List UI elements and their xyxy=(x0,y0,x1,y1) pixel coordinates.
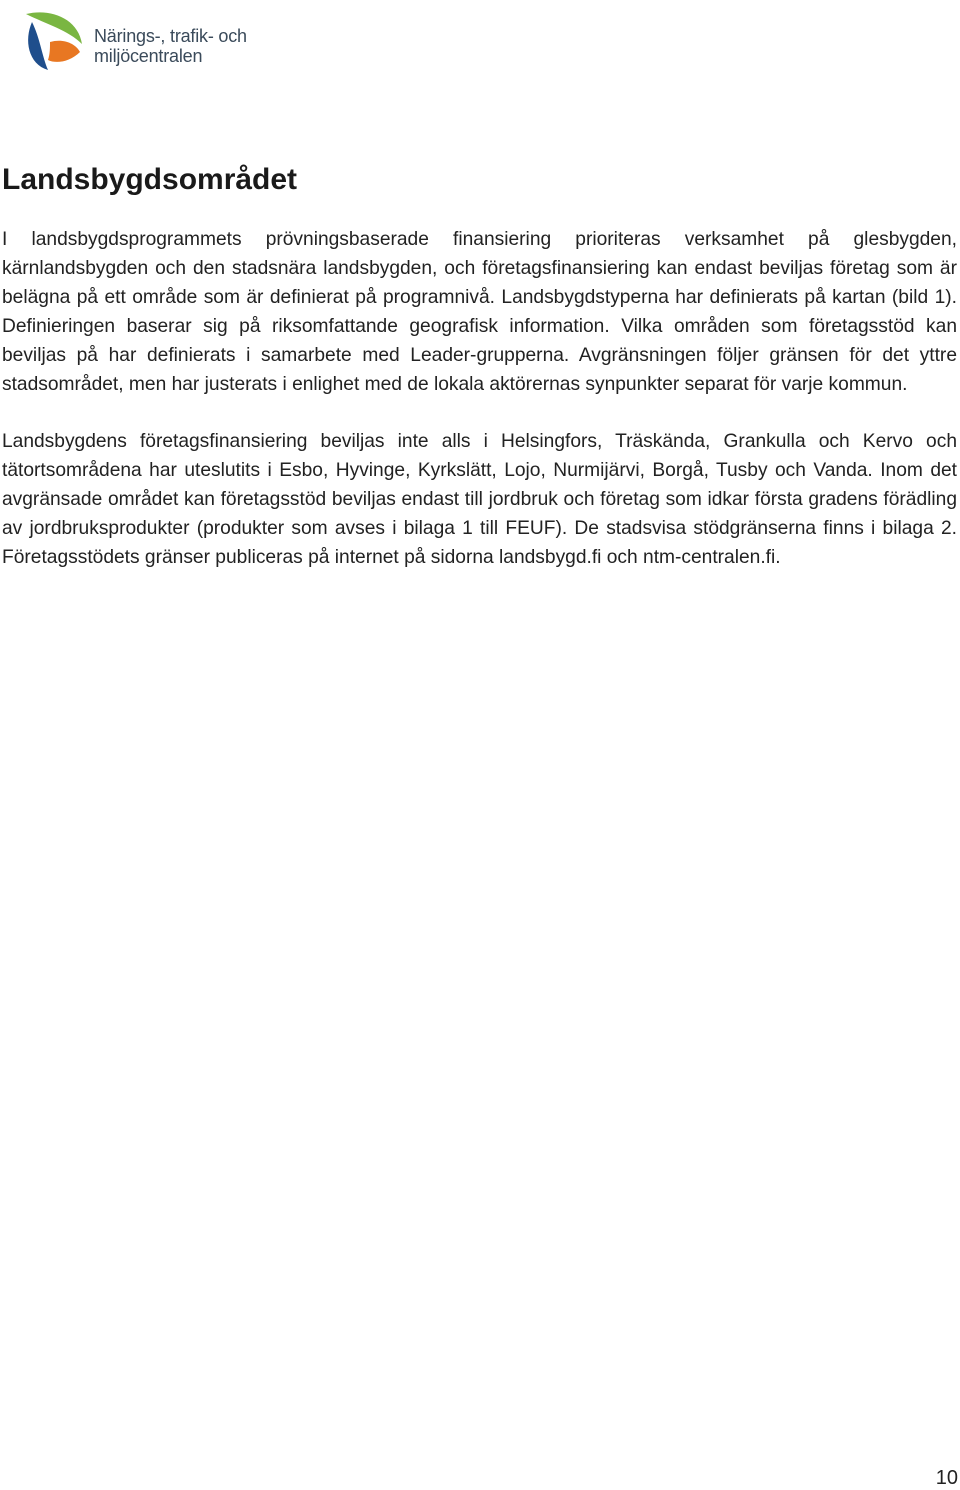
logo-line-1: Närings-, trafik- och xyxy=(94,26,247,46)
paragraph: Landsbygdens företagsfinansiering beviljas inte alls i Helsingfors, Träskända, Grankulla och Kervo och tätortsområdena har uteslutits i Esbo, Hyvinge, Kyrkslätt, Lojo, Nurmijärvi, Borgå, Tusby och Vanda. Inom det avgränsade området kan företagsstöd beviljas endast till jordbruk och företag som idkar första gradens förädling av jordbruksprodukter (produkter som avses i bilaga 1 till FEUF). De stadsvisa stödgränserna finns i bilaga 2. Företagsstödets gränser publiceras på internet på sidorna landsbygd.fi och ntm-centralen.fi. xyxy=(2,431,957,569)
paragraph: I landsbygdsprogrammets prövningsbaserade finansiering prioriteras verksamhet på glesbygden, kärnlandsbygden och den stadsnära landsbygden, och företagsfinansiering kan endast beviljas företag som är belägna på ett område som är definierat på programnivå. Landsbygdstyperna har definierats på kartan (bild 1). Definieringen baserar sig på riksomfattande geografisk information. Vilka områden som företagsstöd kan beviljas på har definierats i samarbete med Leader-grupperna. Avgränsningen följer gränsen för det yttre stadsområdet, men har justerats i enlighet med de lokala aktörernas synpunkter separat för varje kommun. xyxy=(2,229,957,395)
logo-wordmark xyxy=(94,26,247,66)
ntm-centre-logo xyxy=(20,6,270,72)
page-title: Landsbygdsområdet xyxy=(2,163,298,196)
document-body xyxy=(2,226,957,602)
page-number: 10 xyxy=(935,1467,958,1489)
ntm-leaf-logo-icon xyxy=(20,6,86,72)
logo-line-2: miljöcentralen xyxy=(94,46,203,66)
